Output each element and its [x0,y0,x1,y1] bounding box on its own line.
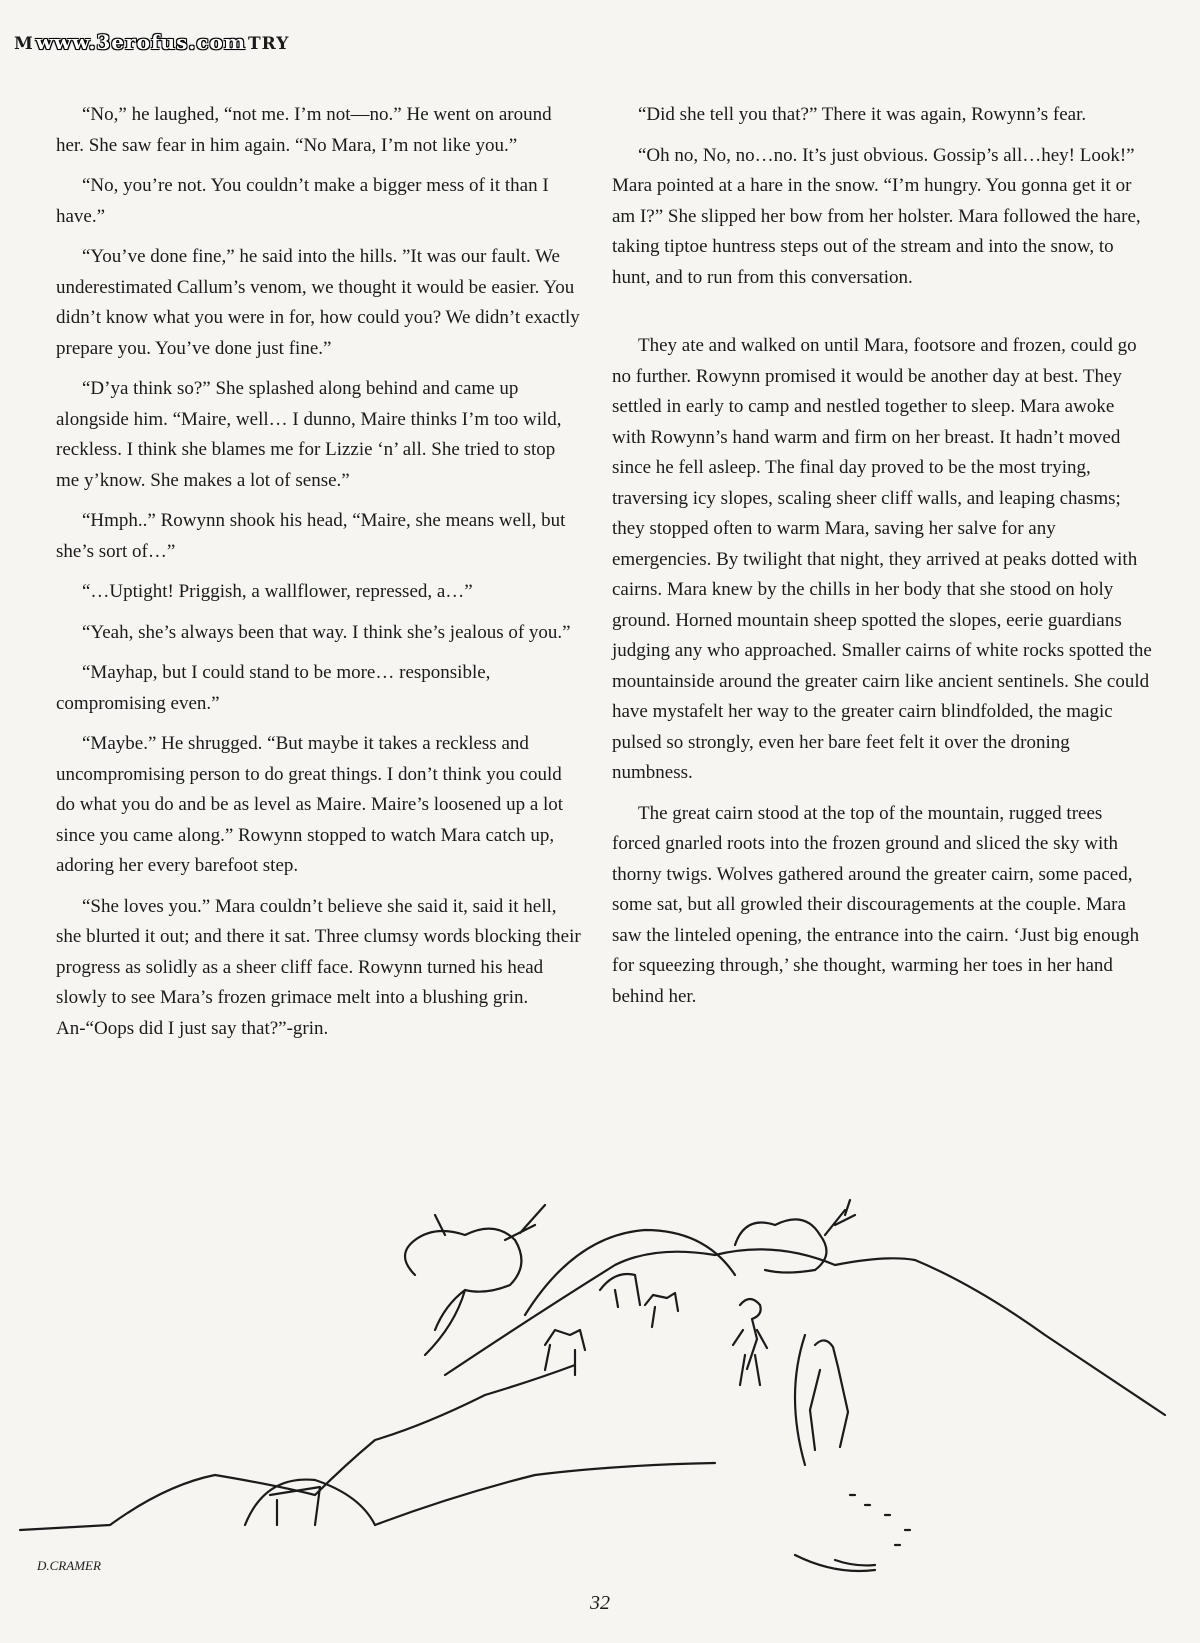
paragraph: The great cairn stood at the top of the mountain, rugged trees forced gnarled roots into the frozen ground and sliced the sky with thorny twigs. Wolves gathered around the greater cairn, some paced, some sat, but all growled their discouragements at the couple. Mara saw the linteled opening, the entrance into the cairn. ‘Just big enough for squeezing through,’ she thought, warming her toes in her hand behind her. [612,802,1140,1007]
left-text-column [56,100,581,1054]
running-head-prefix: M [14,34,34,54]
paragraph: “Oh no, No, no…no. It’s just obvious. Gossip’s all…hey! Look!” Mara pointed at a hare in the snow. “I’m hungry. You gonna get it or am I?” She slipped her bow from her holster. Mara followed the hare, taking tiptoe huntress steps out of the stream and into the snow, to hunt, and to run from this conversation. [612,144,1141,288]
paragraph: “You’ve done fine,” he said into the hills. ”It was our fault. We underestimated Callum’s venom, we thought it would be easier. You didn’t know what you were in for, how could you? We didn’t exactly prepare you. You’ve done just fine.” [56,246,580,359]
wolf [645,1293,678,1327]
paragraph: “No, you’re not. You couldn’t make a bigger mess of it than I have.” [56,175,549,227]
paragraph: “Yeah, she’s always been that way. I think she’s jealous of you.” [82,621,571,643]
paragraph: “Hmph..” Rowynn shook his head, “Maire, she means well, but she’s sort of…” [56,510,566,562]
paragraph: “She loves you.” Mara couldn’t believe she said it, said it hell, she blurted it out; and there it sat. Three clumsy words blocking their progress as solidly as a sheer cliff face. Rowynn turned his head slowly to see Mara’s frozen grimace melt into a blushing grin. An-“Oops did I just say that?”-grin. [56,895,581,1039]
small-cairn [245,1480,375,1525]
mara-figure [733,1299,767,1385]
paragraph: “Maybe.” He shrugged. “But maybe it takes a reckless and uncompromising person to do great things. I don’t think you could do what you do and be as level as Maire. Maire’s loosened up a lot since you came along.” Rowynn stopped to watch Mara catch up, adoring her every barefoot step. [56,733,564,876]
right-text-column [612,100,1152,1022]
paragraph: “D’ya think so?” She splashed along behind and came up alongside him. “Maire, well… I dunno, Maire thinks I’m too wild, reckless. I think she blames me for Lizzie ‘n’ all. She tried to stop me y’know. She makes a lot of sense.” [56,378,562,491]
paragraph: “No,” he laughed, “not me. I’m not—no.” He went on around her. She saw fear in him again. “No Mara, I’m not like you.” [56,104,552,156]
page-number: 32 [590,1592,610,1614]
running-head [14,30,289,54]
watermark-text: www.3erofus.com [35,30,246,54]
artist-signature: D.CRAMER [37,1558,101,1573]
paragraph: “…Uptight! Priggish, a wallflower, repressed, a…” [82,581,473,602]
mountain-cairn-illustration [15,1195,1180,1575]
paragraph: “Did she tell you that?” There it was again, Rowynn’s fear. [638,104,1087,125]
paragraph: “Mayhap, but I could stand to be more… responsible, compromising even.” [56,662,491,714]
bare-tree [735,1200,855,1273]
mountain-ridge-left [20,1365,575,1530]
rowynn-figure [795,1335,848,1465]
paragraph: They ate and walked on until Mara, footsore and frozen, could go no further. Rowynn promised it would be another day at best. They settled in early to camp and nestled together to sleep. Mara awoke with Rowynn’s hand warm and firm on her breast. It hadn’t moved since he fell asleep. The final day proved to be the most trying, traversing icy slopes, scaling sheer cliff walls, and leaping chasms; they stopped often to warm Mara, saving her salve for any emergencies. By twilight that night, they arrived at peaks dotted with cairns. Mara knew by the chills in her body that she stood on holy ground. Horned mountain sheep spotted the slopes, eerie guardians judging any who approached. Smaller cairns of white rocks spotted the mountainside around the greater cairn like ancient sentinels. She could have mystafelt her way to the greater cairn blindfolded, the magic pulsed so strongly, even her bare feet felt it over the droning numbness. [612,335,1152,783]
running-head-suffix: TRY [248,34,290,54]
